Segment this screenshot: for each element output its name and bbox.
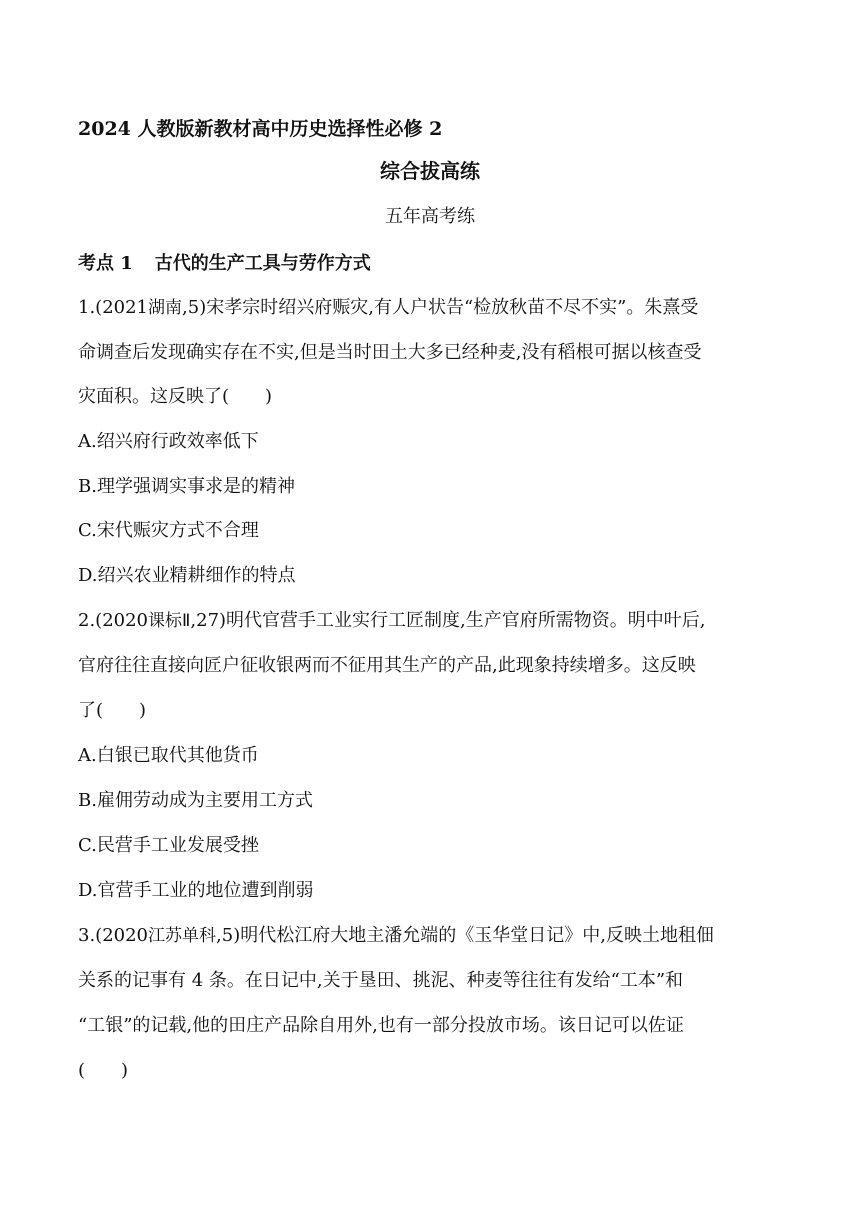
question-3-line-3: “工银”的记载,他的田庄产品除自用外,也有一部分投放市场。该日记可以佐证: [78, 1015, 684, 1036]
question-number: 1.(2021: [78, 297, 149, 318]
question-1-option-b: B.理学强调实事求是的精神: [78, 476, 295, 497]
question-text: 明代官营手工业实行工匠制度,生产官府所需物资。明中叶后,: [226, 610, 706, 631]
question-ref: ,5): [216, 925, 241, 946]
question-text: 明代松江府大地主潘允端的《玉华堂日记》中,反映土地租佃: [240, 925, 714, 946]
question-2-line-1: [78, 610, 706, 632]
document-title: 2024 人教版新教材高中历史选择性必修 2: [78, 118, 443, 140]
question-number: 3.(2020: [78, 925, 149, 946]
question-ref: ,27): [190, 610, 227, 631]
question-2-option-d: D.官营手工业的地位遭到削弱: [78, 880, 314, 901]
exam-point-heading: [78, 253, 371, 275]
exam-point-label: 考点 1: [78, 253, 133, 274]
question-1-option-d: D.绍兴农业精耕细作的特点: [78, 565, 296, 586]
question-3-line-1: [78, 925, 714, 947]
exam-point-title: 古代的生产工具与劳作方式: [154, 253, 371, 274]
question-1-line-1: [78, 297, 698, 319]
section-title: 综合拔高练: [380, 159, 480, 183]
question-2-line-2: 官府往往直接向匠户征收银两而不征用其生产的产品,此现象持续增多。这反映: [78, 655, 696, 676]
sub-title: 五年高考练: [385, 206, 475, 227]
question-source: 课标Ⅱ: [148, 611, 191, 631]
question-ref: ,5): [182, 297, 207, 318]
question-source: 湖南: [148, 298, 183, 318]
question-number: 2.(2020: [78, 610, 149, 631]
question-1-line-2: 命调查后发现确实存在不实,但是当时田土大多已经种麦,没有稻根可据以核查受: [78, 342, 702, 363]
question-2-option-b: B.雇佣劳动成为主要用工方式: [78, 790, 313, 811]
question-2-line-3: 了( ): [78, 700, 147, 721]
question-2-option-a: A.白银已取代其他货币: [78, 745, 259, 766]
question-2-option-c: C.民营手工业发展受挫: [78, 835, 259, 856]
question-text: 宋孝宗时绍兴府赈灾,有人户状告“检放秋苗不尽不实”。朱熹受: [206, 297, 699, 318]
question-1-option-c: C.宋代赈灾方式不合理: [78, 520, 259, 541]
question-1-line-3: 灾面积。这反映了( ): [78, 386, 273, 407]
question-3-line-2: 关系的记事有 4 条。在日记中,关于垦田、挑泥、种麦等往往有发给“工本”和: [78, 970, 684, 991]
question-1-option-a: A.绍兴府行政效率低下: [78, 431, 259, 452]
question-source: 江苏单科: [148, 926, 217, 946]
question-3-line-4: ( ): [78, 1060, 129, 1081]
